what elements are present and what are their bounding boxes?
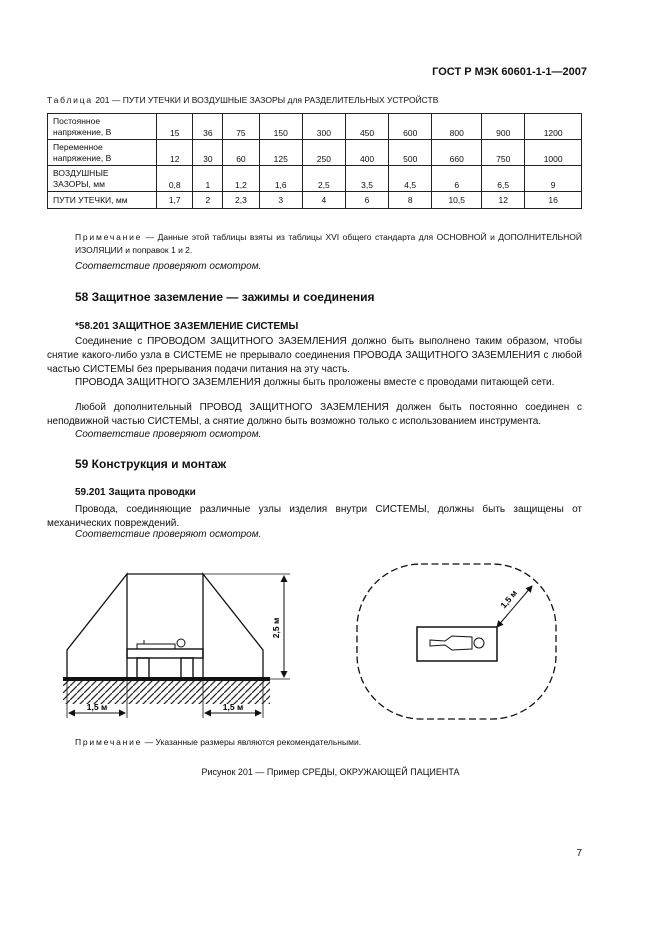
- table-cell: 4,5: [389, 166, 432, 192]
- table-cell: 500: [389, 140, 432, 166]
- bed-leg-right: [181, 658, 193, 678]
- table-cell: 125: [259, 140, 302, 166]
- bed-leg-left: [137, 658, 149, 678]
- table-row-label: ВОЗДУШНЫЕ ЗАЗОРЫ, мм: [48, 166, 157, 192]
- table-cell: 4: [302, 192, 345, 209]
- table-cell: 6: [345, 192, 388, 209]
- table-cell: 150: [259, 114, 302, 140]
- table-cell: 30: [193, 140, 223, 166]
- figure-note-prefix: Примечание: [75, 737, 143, 747]
- table-cell: 6,5: [482, 166, 525, 192]
- section-58-para-2: ПРОВОДА ЗАЩИТНОГО ЗАЗЕМЛЕНИЯ должны быть проложены вместе с проводами питающей сети.: [75, 377, 555, 388]
- table-cell: 800: [432, 114, 482, 140]
- table-cell: 36: [193, 114, 223, 140]
- table-cell: 15: [157, 114, 193, 140]
- figure-note: [75, 737, 361, 747]
- dim-top-label: 1,5 м: [498, 588, 520, 611]
- table-cell: 12: [157, 140, 193, 166]
- table-cell: 750: [482, 140, 525, 166]
- dim-left-label: 1,5 м: [86, 702, 108, 712]
- table-cell: 1: [193, 166, 223, 192]
- table-cell: 75: [223, 114, 259, 140]
- table-caption-number: 201: [95, 95, 110, 105]
- table-cell: 8: [389, 192, 432, 209]
- section-58-201-heading: *58.201 ЗАЩИТНОЕ ЗАЗЕМЛЕНИЕ СИСТЕМЫ: [75, 321, 299, 332]
- table-cell: 660: [432, 140, 482, 166]
- table-cell: 400: [345, 140, 388, 166]
- section-59-para-1: Провода, соединяющие различные узлы изделия внутри СИСТЕМЫ, должны быть защищены от механических повреждений.: [47, 504, 582, 529]
- zone-boundary-left: [67, 574, 127, 679]
- figure-note-text: — Указанные размеры являются рекомендательными.: [144, 737, 362, 747]
- table-cell: 900: [482, 114, 525, 140]
- table-row-label: Переменное напряжение, В: [48, 140, 157, 166]
- section-58-para-3: Любой дополнительный ПРОВОД ЗАЩИТНОГО ЗАЗЕМЛЕНИЯ должен быть постоянно соединен с неподвижной частью СИСТЕМЫ, а снятие должно быть возможно только с использованием инструмента.: [47, 402, 582, 427]
- dim-right-label: 1,5 м: [222, 702, 244, 712]
- table-note-text: — Данные этой таблицы взяты из таблицы XVI общего стандарта для ОСНОВНОЙ и ДОПОЛНИТЕЛЬНОЙ ИЗОЛЯЦИИ и поправок 1 и 2.: [75, 232, 582, 255]
- table-cell: 600: [389, 114, 432, 140]
- table-row-label: ПУТИ УТЕЧКИ, мм: [48, 192, 157, 209]
- table-caption-prefix: Таблица: [47, 95, 93, 105]
- floor-hatching: [63, 680, 270, 704]
- table-cell: 1000: [525, 140, 582, 166]
- top-view-diagram: [357, 564, 556, 719]
- side-view-diagram: [63, 574, 290, 718]
- table-cell: 10,5: [432, 192, 482, 209]
- table-cell: 0,8: [157, 166, 193, 192]
- table-cell: 12: [482, 192, 525, 209]
- table-caption-title: — ПУТИ УТЕЧКИ И ВОЗДУШНЫЕ ЗАЗОРЫ для РАЗДЕЛИТЕЛЬНЫХ УСТРОЙСТВ: [111, 95, 439, 105]
- table-row-label: Постоянное напряжение, В: [48, 114, 157, 140]
- table-cell: 3,5: [345, 166, 388, 192]
- table-cell: 2: [193, 192, 223, 209]
- zone-boundary-right: [203, 574, 263, 679]
- table-cell: 1,7: [157, 192, 193, 209]
- table-cell: 2,3: [223, 192, 259, 209]
- patient-top-icon: [430, 636, 484, 650]
- table-cell: 3: [259, 192, 302, 209]
- floor-line: [63, 677, 270, 681]
- section-58-para-1: Соединение с ПРОВОДОМ ЗАЩИТНОГО ЗАЗЕМЛЕНИЯ должно быть выполнено таким образом, чтобы снятие какого-либо узла в СИСТЕМЕ не прерывало соединения ПРОВОДА ЗАЩИТНОГО ЗАЗЕМЛЕНИЯ с любой частью СИСТЕМЫ без прерывания подачи питания на эту часть.: [47, 336, 582, 375]
- table-cell: 60: [223, 140, 259, 166]
- bed-top: [127, 649, 203, 658]
- table-cell: 1,6: [259, 166, 302, 192]
- compliance-text-2: Соответствие проверяют осмотром.: [75, 429, 262, 440]
- table-cell: 450: [345, 114, 388, 140]
- section-58-heading: 58 Защитное заземление — зажимы и соединения: [75, 290, 375, 304]
- section-59-heading: 59 Конструкция и монтаж: [75, 457, 227, 471]
- zone-dashed-boundary: [357, 564, 556, 719]
- document-header: ГОСТ Р МЭК 60601-1-1—2007: [432, 66, 587, 78]
- table-cell: 6: [432, 166, 482, 192]
- section-59-201-heading: 59.201 Защита проводки: [75, 487, 196, 498]
- compliance-text-1: Соответствие проверяют осмотром.: [75, 261, 262, 272]
- table-cell: 16: [525, 192, 582, 209]
- compliance-text-3: Соответствие проверяют осмотром.: [75, 529, 262, 540]
- dim-height-label: 2,5 м: [271, 617, 281, 639]
- table-cell: 9: [525, 166, 582, 192]
- page-number: 7: [576, 848, 582, 859]
- table-cell: 1200: [525, 114, 582, 140]
- bed-outline: [417, 627, 497, 661]
- table-cell: 1,2: [223, 166, 259, 192]
- figure-caption: Рисунок 201 — Пример СРЕДЫ, ОКРУЖАЮЩЕЙ ПАЦИЕНТА: [201, 767, 460, 777]
- table-cell: 300: [302, 114, 345, 140]
- table-cell: 250: [302, 140, 345, 166]
- table-note-prefix: Примечание: [75, 232, 143, 242]
- table-cell: 2,5: [302, 166, 345, 192]
- patient-side-icon: [137, 639, 185, 649]
